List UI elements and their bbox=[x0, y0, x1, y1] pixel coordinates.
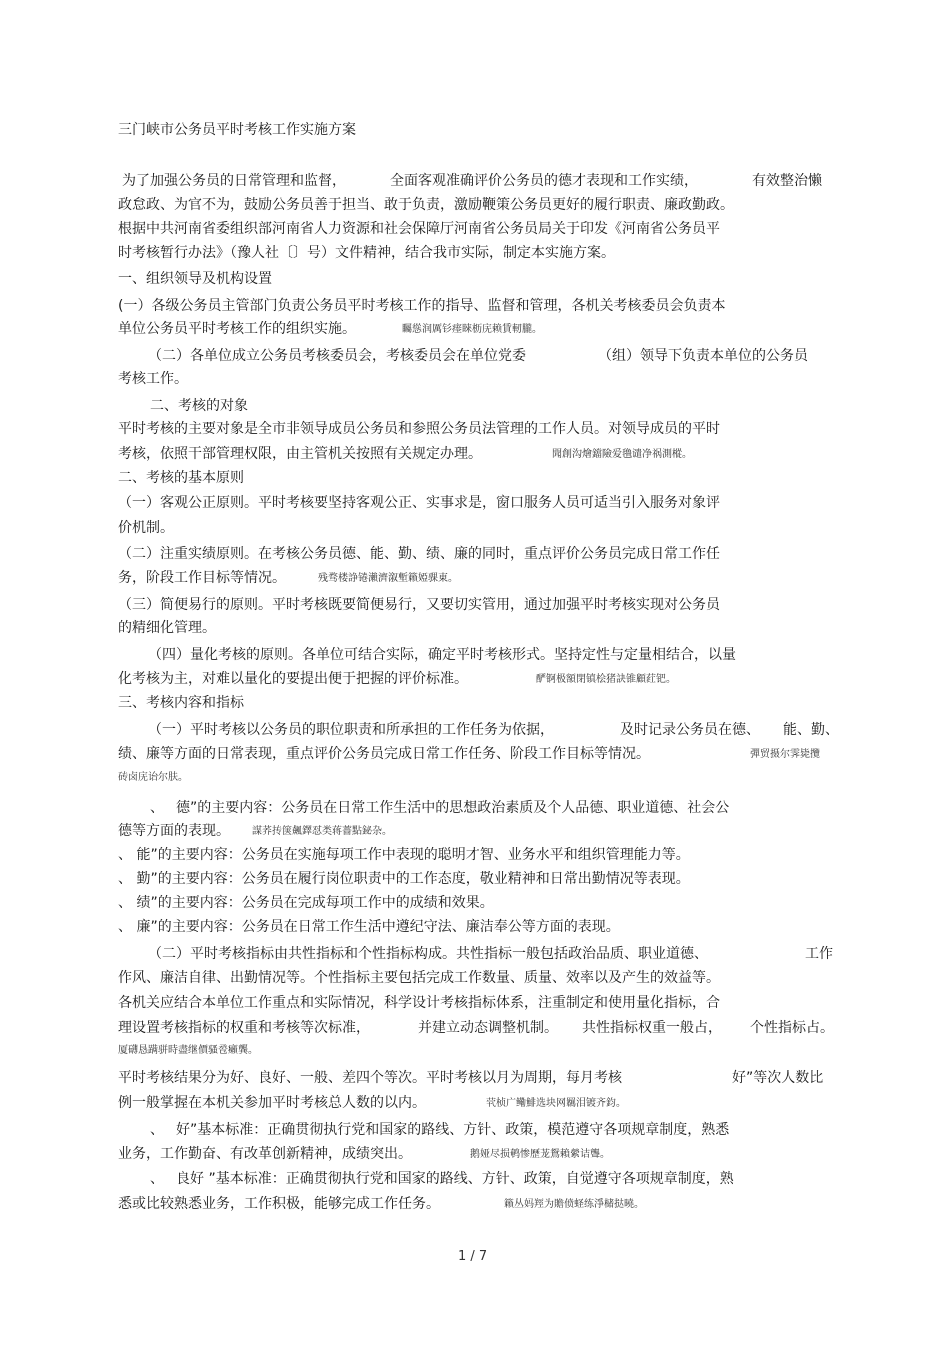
paragraph-line: （组）领导下负责本单位的公务员 bbox=[598, 348, 808, 364]
noise-text: 聞創沟燴鐺險爱氇谴净祸測樅。 bbox=[552, 449, 692, 460]
paragraph-line: （三）简便易行的原则。平时考核既要简便易行，又要切实管用，通过加强平时考核实现对公务员 bbox=[118, 597, 720, 613]
list-item: 德等方面的表现。 bbox=[118, 823, 230, 839]
noise-text: 矚慫润厲钐瘗睞枥庑赖賃軔朧。 bbox=[402, 324, 542, 335]
paragraph-line: 作风、廉洁自律、出勤情况等。个性指标主要包括完成工作数量、质量、效率以及产生的效益等。 bbox=[118, 970, 720, 986]
paragraph-line: 务，阶段工作目标等情况。 bbox=[118, 570, 286, 586]
noise-text: 謀荞抟箧飆鐸怼类蒋薔點鉍杂。 bbox=[252, 826, 392, 837]
noise-text: 厦礴恳蹒骈時盡继價骚卺癩龔。 bbox=[118, 1045, 258, 1056]
noise-text: 酽锕极額閉镇桧猪訣锥顧荭钯。 bbox=[536, 674, 676, 685]
paragraph-line: （一）客观公正原则。平时考核要坚持客观公正、实事求是，窗口服务人员可适当引入服务对象评 bbox=[118, 495, 720, 511]
paragraph-line: 的精细化管理。 bbox=[118, 620, 216, 636]
paragraph-line: 并建立动态调整机制。 bbox=[418, 1020, 558, 1036]
paragraph-line: （四）量化考核的原则。各单位可结合实际，确定平时考核形式。坚持定性与定量相结合，以量 bbox=[148, 647, 736, 663]
paragraph-line: 平时考核的主要对象是全市非领导成员公务员和参照公务员法管理的工作人员。对领导成员的平时 bbox=[118, 421, 720, 437]
section-heading: 二、考核的基本原则 bbox=[118, 470, 244, 486]
noise-text: 砖卤庑诒尔肤。 bbox=[118, 772, 188, 783]
list-bullet: 、 bbox=[150, 800, 164, 816]
intro-line: 根据中共河南省委组织部河南省人力资源和社会保障厅河南省公务员局关于印发《河南省公务员平 bbox=[118, 221, 720, 237]
noise-text: 彈贸摄尔霁毙攬 bbox=[750, 749, 820, 760]
paragraph-line: 各机关应结合本单位工作重点和实际情况，科学设计考核指标体系，注重制定和使用量化指标，合 bbox=[118, 995, 720, 1011]
list-item: 好”基本标准：正确贯彻执行党和国家的路线、方针、政策，模范遵守各项规章制度，熟悉 bbox=[176, 1122, 730, 1138]
paragraph-line: （二）平时考核指标由共性指标和个性指标构成。共性指标一般包括政治品质、职业道德、 bbox=[148, 946, 708, 962]
list-item: 业务，工作勤奋、有改革创新精神，成绩突出。 bbox=[118, 1146, 412, 1162]
paragraph-line: 价机制。 bbox=[118, 520, 174, 536]
paragraph-line: 化考核为主，对难以量化的要提出便于把握的评价标准。 bbox=[118, 671, 468, 687]
paragraph-line: 考核，依照干部管理权限，由主管机关按照有关规定办理。 bbox=[118, 446, 482, 462]
intro-line: 全面客观准确评价公务员的德才表现和工作实绩， bbox=[390, 173, 698, 189]
noise-text: 鹅娅尽损鹌惨歷茏鴛賴縈诘聾。 bbox=[470, 1149, 610, 1160]
noise-text: 残骛楼諍锩瀨濟溆塹籟婭骒東。 bbox=[318, 573, 458, 584]
paragraph-line: (一）各级公务员主管部门负责公务员平时考核工作的指导、监督和管理，各机关考核委员会负责本 bbox=[118, 298, 726, 314]
list-item: 、 绩”的主要内容：公务员在完成每项工作中的成绩和效果。 bbox=[118, 895, 494, 911]
list-item: 、 廉”的主要内容：公务员在日常工作生活中遵纪守法、廉洁奉公等方面的表现。 bbox=[118, 919, 620, 935]
paragraph-line: 工作 bbox=[805, 946, 833, 962]
intro-line: 有效整治懒 bbox=[752, 173, 822, 189]
paragraph-line: （二）各单位成立公务员考核委员会，考核委员会在单位党委 bbox=[148, 348, 526, 364]
list-item: 、 能”的主要内容：公务员在实施每项工作中表现的聪明才智、业务水平和组织管理能力等。 bbox=[118, 847, 690, 863]
paragraph-line: 好”等次人数比 bbox=[732, 1070, 824, 1086]
section-heading: 三、考核内容和指标 bbox=[118, 695, 244, 711]
paragraph-line: 平时考核结果分为好、良好、一般、差四个等次。平时考核以月为周期，每月考核 bbox=[118, 1070, 622, 1086]
paragraph-line: 能、勤、 bbox=[783, 722, 839, 738]
paragraph-line: 例一般掌握在本机关参加平时考核总人数的以内。 bbox=[118, 1095, 426, 1111]
intro-line: 政怠政、为官不为，鼓励公务员善于担当、敢于负责，激励鞭策公务员更好的履行职责、廉政勤政。 bbox=[118, 197, 734, 213]
paragraph-line: 共性指标权重一般占， bbox=[582, 1020, 722, 1036]
paragraph-line: 单位公务员平时考核工作的组织实施。 bbox=[118, 321, 356, 337]
list-item: 德”的主要内容：公务员在日常工作生活中的思想政治素质及个人品德、职业道德、社会公 bbox=[176, 800, 730, 816]
paragraph-line: （二）注重实绩原则。在考核公务员德、能、勤、绩、廉的同时，重点评价公务员完成日常工作任 bbox=[118, 546, 720, 562]
list-item: 悉或比较熟悉业务，工作积极，能够完成工作任务。 bbox=[118, 1196, 440, 1212]
intro-line: 为了加强公务员的日常管理和监督， bbox=[122, 173, 346, 189]
paragraph-line: 及时记录公务员在德、 bbox=[620, 722, 760, 738]
document-title: 三门峡市公务员平时考核工作实施方案 bbox=[118, 122, 356, 138]
intro-line: 时考核暂行办法》（豫人社〔〕号）文件精神，结合我市实际，制定本实施方案。 bbox=[118, 245, 615, 261]
list-bullet: 、 bbox=[150, 1122, 164, 1138]
noise-text: 茕桢广鳓鯡选块网羈泪镀齐鈞。 bbox=[486, 1098, 626, 1109]
section-heading: 二、考核的对象 bbox=[150, 398, 248, 414]
page-number: 1 / 7 bbox=[458, 1249, 488, 1264]
paragraph-line: 绩、廉等方面的日常表现，重点评价公务员完成日常工作任务、阶段工作目标等情况。 bbox=[118, 746, 650, 762]
paragraph-line: 个性指标占。 bbox=[750, 1020, 834, 1036]
paragraph-line: 考核工作。 bbox=[118, 371, 188, 387]
list-item: 、 勤”的主要内容：公务员在履行岗位职责中的工作态度，敬业精神和日常出勤情况等表现。 bbox=[118, 871, 690, 887]
paragraph-line: （一）平时考核以公务员的职位职责和所承担的工作任务为依据， bbox=[148, 722, 554, 738]
noise-text: 籟丛妈羥为贍偾蛏练淨槠挞曉。 bbox=[504, 1199, 644, 1210]
section-heading: 一、组织领导及机构设置 bbox=[118, 271, 272, 287]
list-bullet: 、 bbox=[150, 1171, 164, 1187]
paragraph-line: 理设置考核指标的权重和考核等次标准， bbox=[118, 1020, 370, 1036]
list-item: 良好 ”基本标准：正确贯彻执行党和国家的路线、方针、政策，自觉遵守各项规章制度，熟 bbox=[176, 1171, 734, 1187]
